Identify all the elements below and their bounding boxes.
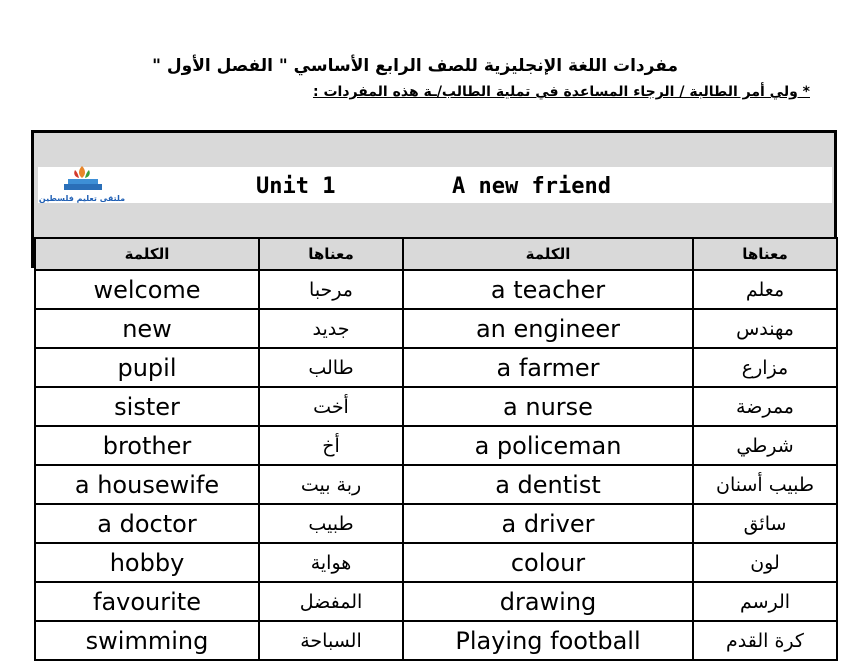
table-header-row [35, 238, 837, 270]
english-word: drawing [403, 582, 693, 621]
english-word: a policeman [403, 426, 693, 465]
table-row [35, 348, 837, 387]
arabic-meaning: مرحبا [259, 270, 403, 309]
arabic-meaning: طبيب [259, 504, 403, 543]
english-word: a farmer [403, 348, 693, 387]
english-word: sister [35, 387, 259, 426]
arabic-meaning: شرطي [693, 426, 837, 465]
arabic-meaning: طالب [259, 348, 403, 387]
table-row [35, 426, 837, 465]
table-row [35, 309, 837, 348]
table-row [35, 387, 837, 426]
english-word: a nurse [403, 387, 693, 426]
english-word: a teacher [403, 270, 693, 309]
arabic-meaning: معلم [693, 270, 837, 309]
arabic-meaning: أخ [259, 426, 403, 465]
arabic-meaning: السباحة [259, 621, 403, 660]
arabic-meaning: طبيب أسنان [693, 465, 837, 504]
english-word: a housewife [35, 465, 259, 504]
english-word: brother [35, 426, 259, 465]
column-header-word: الكلمة [35, 238, 259, 270]
arabic-meaning: ممرضة [693, 387, 837, 426]
document-title: مفردات اللغة الإنجليزية للصف الرابع الأساسي " الفصل الأول " [152, 56, 678, 76]
arabic-meaning: كرة القدم [693, 621, 837, 660]
table-row [35, 465, 837, 504]
arabic-meaning: مزارع [693, 348, 837, 387]
english-word: hobby [35, 543, 259, 582]
unit-label: Unit 1 [256, 174, 336, 199]
table-row [35, 582, 837, 621]
english-word: a doctor [35, 504, 259, 543]
table-row [35, 621, 837, 660]
column-header-meaning: معناها [693, 238, 837, 270]
arabic-meaning: هواية [259, 543, 403, 582]
vocabulary-table-body [35, 270, 837, 660]
unit-title-band [38, 167, 832, 203]
arabic-meaning: ربة بيت [259, 465, 403, 504]
arabic-meaning: أخت [259, 387, 403, 426]
english-word: a driver [403, 504, 693, 543]
table-row [35, 270, 837, 309]
english-word: welcome [35, 270, 259, 309]
logo-text: ملتقى تعليم فلسطين [38, 194, 126, 203]
arabic-meaning: المفضل [259, 582, 403, 621]
english-word: a dentist [403, 465, 693, 504]
unit-name: A new friend [452, 174, 611, 199]
table-row [35, 543, 837, 582]
english-word: favourite [35, 582, 259, 621]
arabic-meaning: مهندس [693, 309, 837, 348]
column-header-word: الكلمة [403, 238, 693, 270]
english-word: Playing football [403, 621, 693, 660]
english-word: pupil [35, 348, 259, 387]
vocabulary-table [34, 237, 838, 661]
arabic-meaning: لون [693, 543, 837, 582]
english-word: an engineer [403, 309, 693, 348]
english-word: colour [403, 543, 693, 582]
document-subtitle: * ولي أمر الطالبة / الرجاء المساعدة في تملية الطالب/ـة هذه المفردات : [312, 84, 810, 100]
arabic-meaning: الرسم [693, 582, 837, 621]
table-row [35, 504, 837, 543]
english-word: swimming [35, 621, 259, 660]
column-header-meaning: معناها [259, 238, 403, 270]
arabic-meaning: سائق [693, 504, 837, 543]
english-word: new [35, 309, 259, 348]
arabic-meaning: جديد [259, 309, 403, 348]
